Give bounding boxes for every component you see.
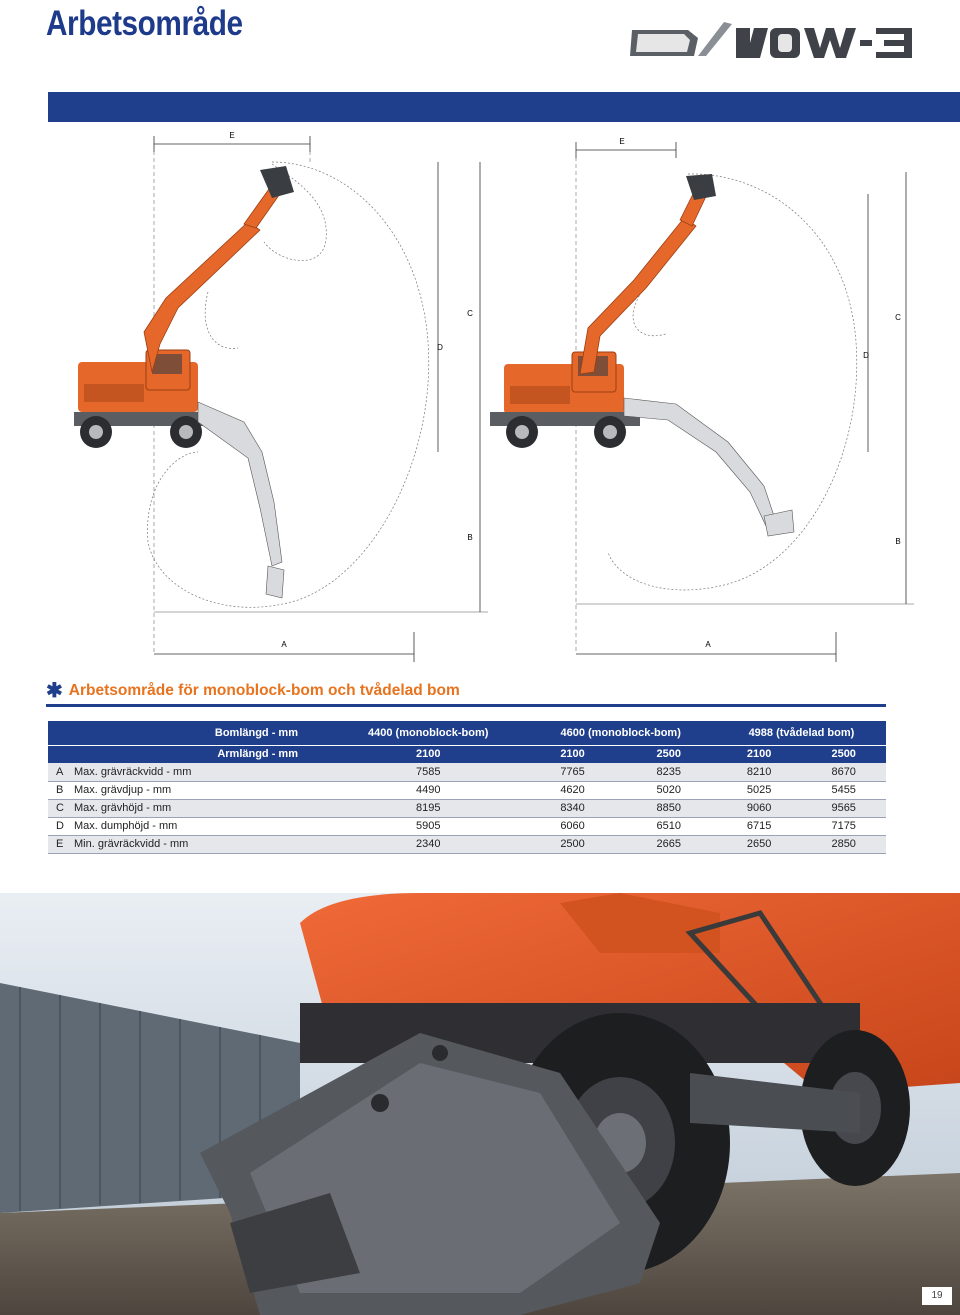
arm-length-value: 2100 <box>717 745 802 763</box>
dim-label-b-left: B <box>467 533 473 542</box>
table-cell: 8195 <box>332 799 524 817</box>
arm-length-value: 2500 <box>801 745 886 763</box>
row-label: Max. dumphöjd - mm <box>70 817 332 835</box>
table-row <box>48 835 886 853</box>
table-cell: 7765 <box>524 763 620 781</box>
table-cell: 9060 <box>717 799 802 817</box>
row-letter: D <box>48 817 70 835</box>
row-letter: B <box>48 781 70 799</box>
right-excavator-diagram <box>490 137 914 662</box>
table-cell: 8210 <box>717 763 802 781</box>
boom-group-header: 4600 (monoblock-bom) <box>524 721 716 745</box>
table-cell: 8850 <box>621 799 717 817</box>
table-row <box>48 781 886 799</box>
table-cell: 6510 <box>621 817 717 835</box>
table-cell: 7175 <box>801 817 886 835</box>
model-logo <box>628 18 918 68</box>
table-cell: 6060 <box>524 817 620 835</box>
arm-length-header: Armlängd - mm <box>48 745 332 763</box>
section-heading <box>46 681 460 701</box>
row-label: Min. grävräckvidd - mm <box>70 835 332 853</box>
dim-label-c-left: C <box>467 309 473 318</box>
excavator-photo-illustration <box>0 893 960 1315</box>
dim-label-d-right: D <box>863 351 869 360</box>
working-range-table <box>48 721 886 854</box>
table-cell: 5025 <box>717 781 802 799</box>
row-letter: A <box>48 763 70 781</box>
table-cell: 5455 <box>801 781 886 799</box>
table-cell: 4620 <box>524 781 620 799</box>
table-cell: 5020 <box>621 781 717 799</box>
arm-length-value: 2100 <box>332 745 524 763</box>
table-row <box>48 799 886 817</box>
dim-label-e-left: E <box>229 131 235 140</box>
table-cell: 8670 <box>801 763 886 781</box>
table-row <box>48 817 886 835</box>
table-cell: 2340 <box>332 835 524 853</box>
table-cell: 2500 <box>524 835 620 853</box>
table-cell: 8235 <box>621 763 717 781</box>
table-header-row-boom <box>48 721 886 745</box>
logo-graphic <box>630 22 912 58</box>
excavator-photo <box>0 893 960 1315</box>
table-row <box>48 763 886 781</box>
table-cell: 4490 <box>332 781 524 799</box>
row-letter: E <box>48 835 70 853</box>
dim-label-e-right: E <box>619 137 625 146</box>
row-letter: C <box>48 799 70 817</box>
table-cell: 8340 <box>524 799 620 817</box>
dim-label-a-left: A <box>281 640 287 649</box>
header-band <box>48 92 960 122</box>
dim-label-c-right: C <box>895 313 901 322</box>
dim-label-a-right: A <box>705 640 711 649</box>
table-cell: 9565 <box>801 799 886 817</box>
dim-label-b-right: B <box>895 537 901 546</box>
left-excavator-diagram <box>74 131 488 662</box>
table-header-row-arm <box>48 745 886 763</box>
table-cell: 2650 <box>717 835 802 853</box>
boom-group-header: 4400 (monoblock-bom) <box>332 721 524 745</box>
dim-label-d-left: D <box>437 343 443 352</box>
boom-length-header: Bomlängd - mm <box>48 721 332 745</box>
arm-length-value: 2500 <box>621 745 717 763</box>
table-cell: 5905 <box>332 817 524 835</box>
working-range-diagram <box>48 122 960 667</box>
row-label: Max. grävhöjd - mm <box>70 799 332 817</box>
table-cell: 7585 <box>332 763 524 781</box>
table-cell: 2850 <box>801 835 886 853</box>
section-heading-text: Arbetsområde för monoblock-bom och tvådelad bom <box>68 682 460 699</box>
row-label: Max. grävdjup - mm <box>70 781 332 799</box>
heading-rule <box>46 704 886 707</box>
page-number: 19 <box>922 1287 952 1305</box>
boom-group-header: 4988 (tvådelad bom) <box>717 721 886 745</box>
table-cell: 6715 <box>717 817 802 835</box>
row-label: Max. grävräckvidd - mm <box>70 763 332 781</box>
asterisk-icon: ✱ <box>46 680 63 702</box>
page-title: Arbetsområde <box>46 4 243 43</box>
arm-length-value: 2100 <box>524 745 620 763</box>
table-cell: 2665 <box>621 835 717 853</box>
